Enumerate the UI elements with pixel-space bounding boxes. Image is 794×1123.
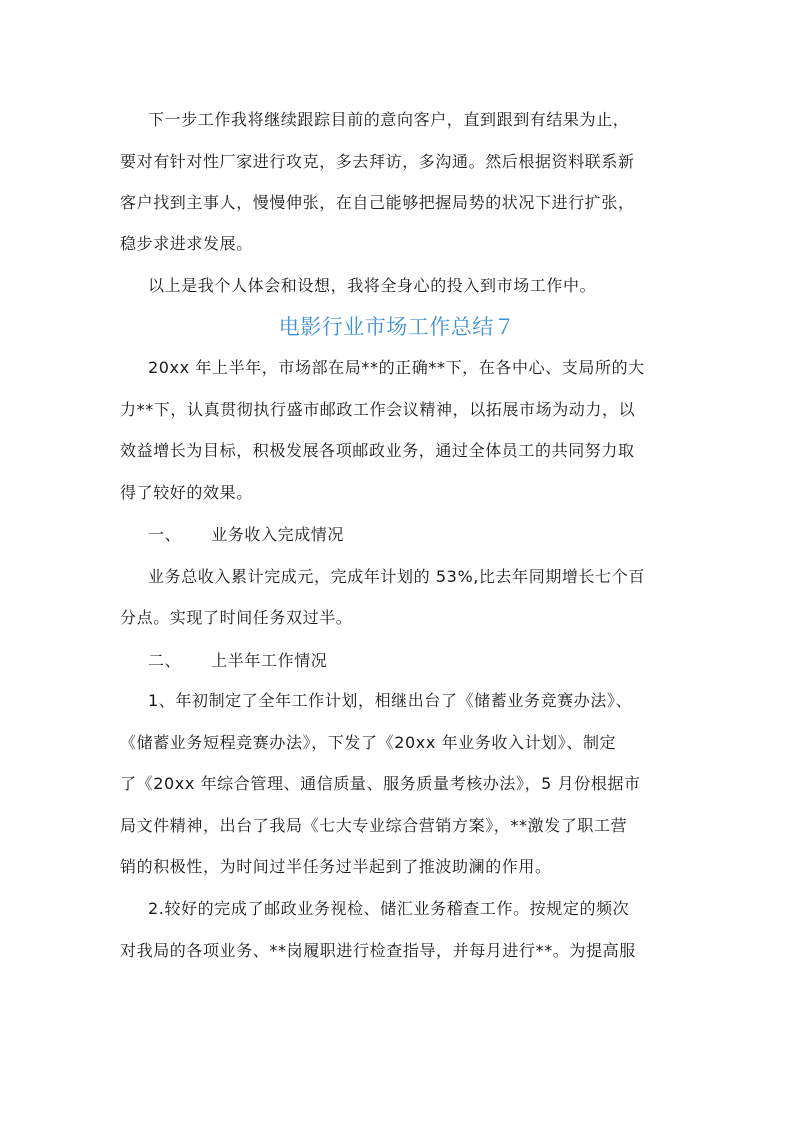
paragraph-3-line: 力**下，认真贯彻执行盛市邮政工作会议精神，以拓展市场为动力，以 bbox=[120, 400, 636, 419]
paragraph-3-line: 20xx 年上半年，市场部在局**的正确**下，在各中心、支局所的大 bbox=[148, 358, 645, 377]
paragraph-6-line: 2.较好的完成了邮政业务视检、储汇业务稽查工作。按规定的频次 bbox=[148, 899, 630, 918]
paragraph-3-line: 得了较好的效果。 bbox=[120, 483, 253, 502]
paragraph-6-line: 对我局的各项业务、**岗履职进行检查指导，并每月进行**。为提高服 bbox=[120, 941, 636, 960]
paragraph-5-line: 销的积极性，为时间过半任务过半起到了推波助澜的作用。 bbox=[120, 857, 552, 876]
section-heading: 电影行业市场工作总结７ bbox=[278, 315, 516, 339]
paragraph-2-line: 以上是我个人体会和设想，我将全身心的投入到市场工作中。 bbox=[148, 276, 597, 295]
paragraph-4-line: 分点。实现了时间任务双过半。 bbox=[120, 608, 353, 627]
subsection-2-title: 上半年工作情况 bbox=[211, 651, 328, 670]
paragraph-3-line: 效益增长为目标，积极发展各项邮政业务，通过全体员工的共同努力取 bbox=[120, 441, 635, 460]
subsection-2-heading bbox=[148, 651, 327, 671]
paragraph-1-line: 要对有针对性厂家进行攻克，多去拜访，多沟通。然后根据资料联系新 bbox=[120, 152, 635, 171]
paragraph-1-line: 下一步工作我将继续跟踪目前的意向客户，直到跟到有结果为止， bbox=[148, 110, 630, 129]
paragraph-1-line: 客户找到主事人，慢慢伸张，在自己能够把握局势的状况下进行扩张， bbox=[120, 193, 635, 212]
paragraph-5-line: 了《20xx 年综合管理、通信质量、服务质量考核办法》，5 月份根据市 bbox=[120, 774, 641, 793]
paragraph-4-line: 业务总收入累计完成元，完成年计划的 53%,比去年同期增长七个百 bbox=[148, 567, 645, 586]
paragraph-5-line: 《储蓄业务短程竞赛办法》，下发了《20xx 年业务收入计划》、制定 bbox=[120, 733, 617, 752]
subsection-2-number: 二、 bbox=[148, 651, 182, 670]
paragraph-5-line: 局文件精神，出台了我局《七大专业综合营销方案》，**激发了职工营 bbox=[120, 816, 628, 835]
subsection-1-title: 业务收入完成情况 bbox=[211, 525, 345, 544]
subsection-1-number: 一、 bbox=[148, 525, 182, 544]
paragraph-5-line: 1、年初制定了全年工作计划，相继出台了《储蓄业务竞赛办法》、 bbox=[148, 691, 633, 710]
paragraph-1-line: 稳步求进求发展。 bbox=[120, 234, 253, 253]
subsection-1-heading bbox=[148, 525, 344, 545]
